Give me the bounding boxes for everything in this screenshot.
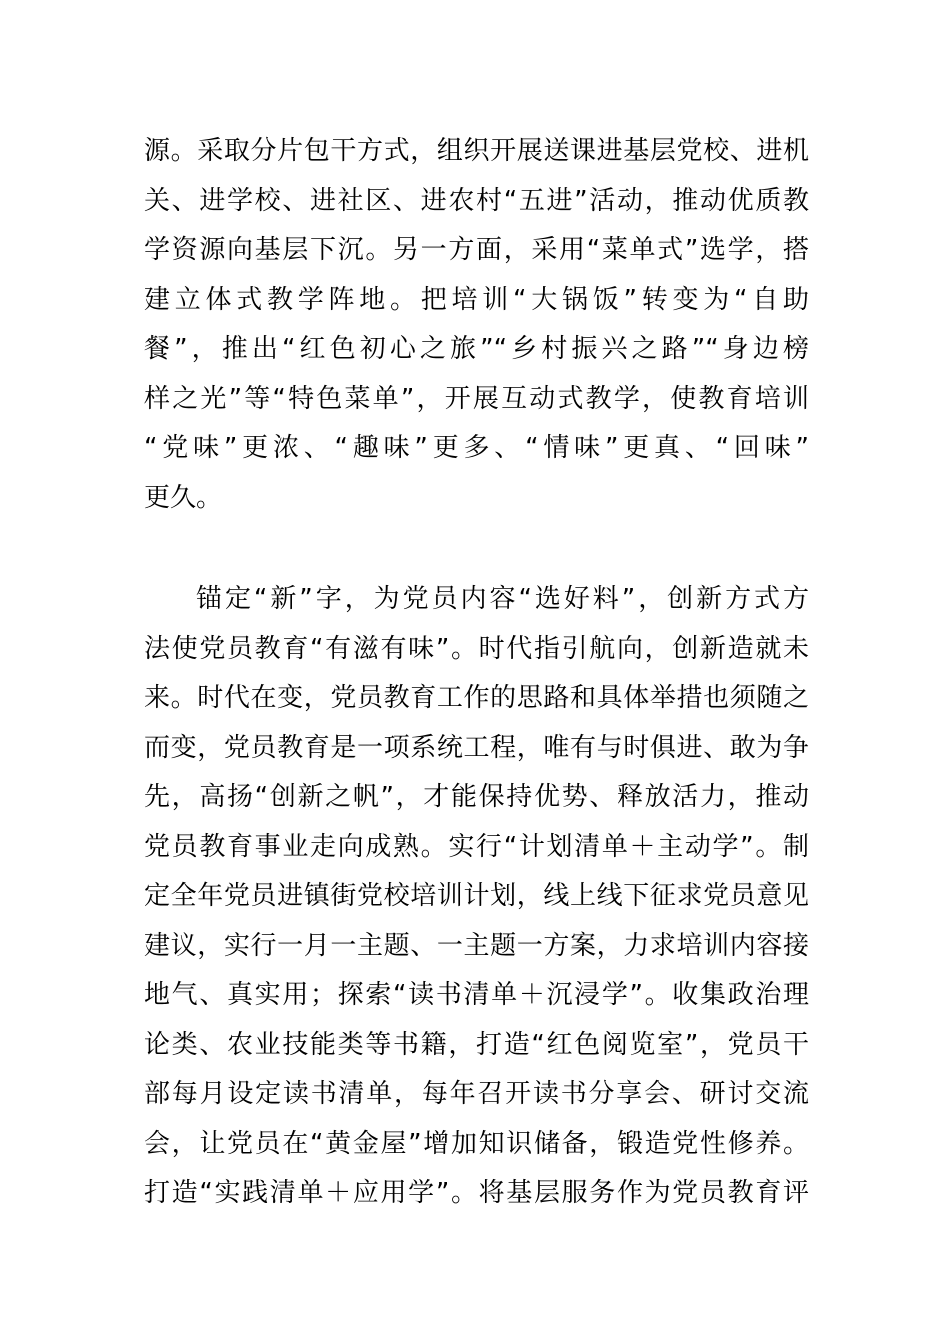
paragraph-line: 法使党员教育“有滋有味”。时代指引航向，创新造就未 bbox=[144, 633, 809, 664]
paragraph-line: 先，高扬“创新之帆”，才能保持优势、释放活力，推动 bbox=[144, 782, 809, 812]
paragraph-line: 来。时代在变，党员教育工作的思路和具体举措也须随之 bbox=[144, 683, 809, 713]
paragraph-line: 党员教育事业走向成熟。实行“计划清单＋主动学”。制 bbox=[144, 831, 809, 862]
paragraph-line: 餐”，推出“红色初心之旅”“乡村振兴之路”“身边榜 bbox=[144, 334, 809, 364]
paragraph-line: 源。采取分片包干方式，组织开展送课进基层党校、进机 bbox=[144, 136, 809, 166]
paragraph-line: “党味”更浓、“趣味”更多、“情味”更真、“回味” bbox=[144, 433, 809, 463]
paragraph-line: 关、进学校、进社区、进农村“五进”活动，推动优质教 bbox=[144, 185, 809, 216]
paragraph-2 bbox=[144, 575, 809, 1219]
paragraph-line: 更久。 bbox=[144, 482, 223, 513]
paragraph-line: 建议，实行一月一主题、一主题一方案，力求培训内容接 bbox=[144, 930, 809, 961]
paragraph-line: 学资源向基层下沉。另一方面，采用“菜单式”选学，搭 bbox=[144, 235, 809, 265]
paragraph-line: 会，让党员在“黄金屋”增加知识储备，锻造党性修养。 bbox=[144, 1128, 809, 1159]
paragraph-line: 而变，党员教育是一项系统工程，唯有与时俱进、敢为争 bbox=[144, 732, 809, 763]
paragraph-line: 锚定“新”字，为党员内容“选好料”，创新方式方 bbox=[196, 584, 809, 614]
paragraph-line: 样之光”等“特色菜单”，开展互动式教学，使教育培训 bbox=[144, 383, 809, 414]
paragraph-1 bbox=[144, 127, 809, 523]
paragraph-line: 论类、农业技能类等书籍，打造“红色阅览室”，党员干 bbox=[144, 1029, 809, 1060]
paragraph-line: 部每月设定读书清单，每年召开读书分享会、研讨交流 bbox=[144, 1079, 809, 1109]
paragraph-line: 打造“实践清单＋应用学”。将基层服务作为党员教育评 bbox=[144, 1178, 809, 1208]
paragraph-line: 建立体式教学阵地。把培训“大锅饭”转变为“自助 bbox=[144, 284, 809, 315]
paragraph-line: 定全年党员进镇街党校培训计划，线上线下征求党员意见 bbox=[144, 881, 809, 911]
paragraph-line: 地气、真实用；探索“读书清单＋沉浸学”。收集政治理 bbox=[144, 980, 809, 1010]
